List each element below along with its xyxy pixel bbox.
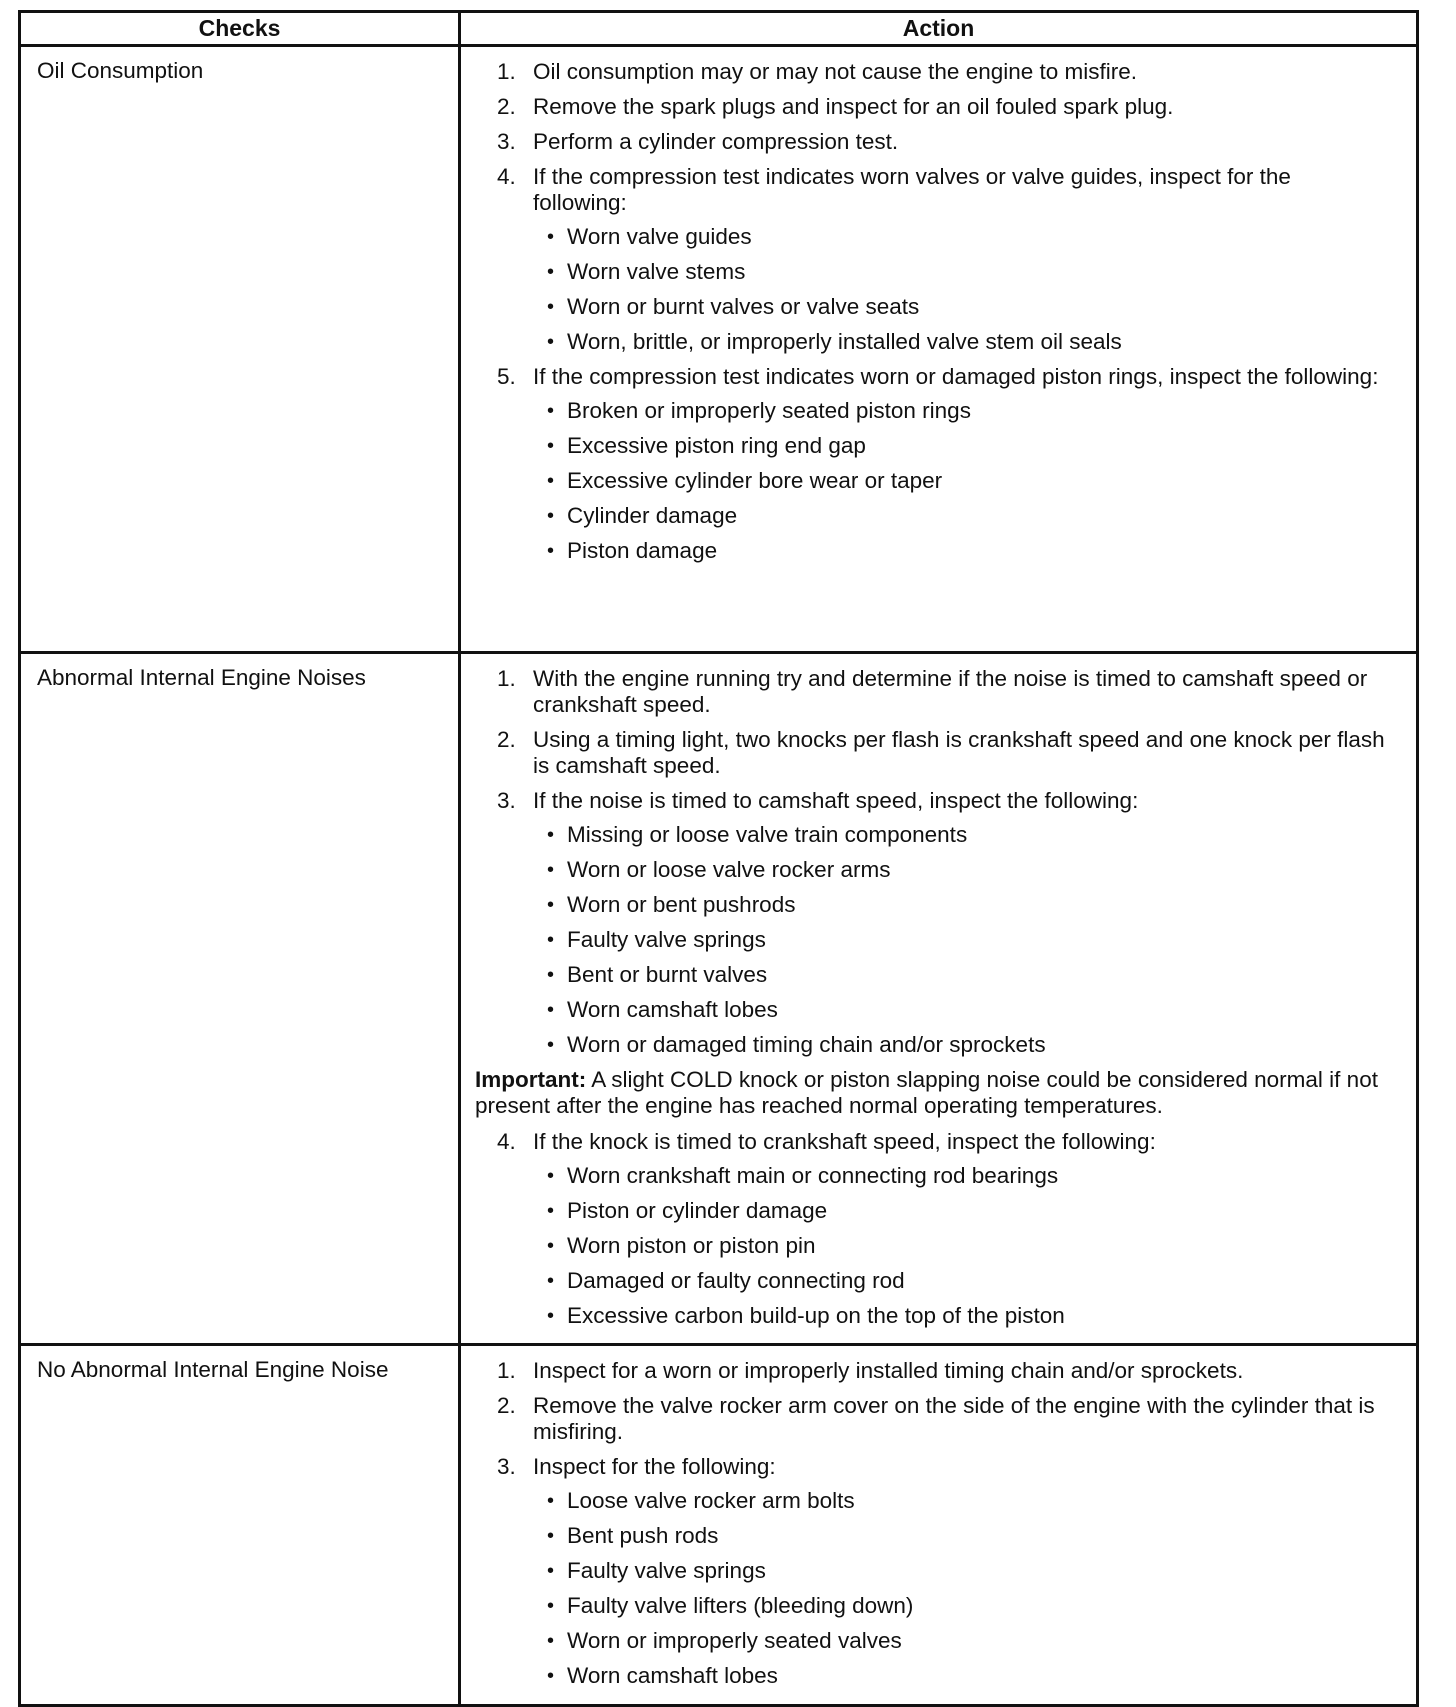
bullet-item: • Worn crankshaft main or connecting rod bearings (533, 1163, 1386, 1189)
step-number: 2. (497, 727, 516, 752)
bullet-item: • Worn camshaft lobes (533, 997, 1386, 1023)
bullet-item: • Worn camshaft lobes (533, 1663, 1386, 1689)
step-text: If the knock is timed to crankshaft speed, inspect the following: (533, 1129, 1156, 1154)
step-text: If the compression test indicates worn or damaged piston rings, inspect the following: (533, 364, 1379, 389)
bullet-item: • Faulty valve lifters (bleeding down) (533, 1593, 1386, 1619)
step-text: Remove the spark plugs and inspect for an oil fouled spark plug. (533, 94, 1174, 119)
table-row-abnormal-noises (20, 653, 1418, 1345)
step-number: 4. (497, 164, 516, 189)
step-text: Inspect for a worn or improperly installed timing chain and/or sprockets. (533, 1358, 1244, 1383)
step-text: If the noise is timed to camshaft speed, inspect the following: (533, 788, 1139, 813)
action-step (475, 727, 1386, 779)
bullet-item: • Worn piston or piston pin (533, 1233, 1386, 1259)
bullet-item: • Worn valve guides (533, 224, 1386, 250)
bullet-item: • Damaged or faulty connecting rod (533, 1268, 1386, 1294)
step-number: 1. (497, 59, 516, 84)
bullet-item: • Faulty valve springs (533, 1558, 1386, 1584)
bullet-list (533, 822, 1386, 1058)
action-cell (460, 46, 1418, 653)
bullet-item: • Bent or burnt valves (533, 962, 1386, 988)
bullet-item: • Faulty valve springs (533, 927, 1386, 953)
bullet-item: • Worn or improperly seated valves (533, 1628, 1386, 1654)
step-number: 4. (497, 1129, 516, 1154)
bullet-item: • Missing or loose valve train components (533, 822, 1386, 848)
action-step (475, 666, 1386, 718)
step-text: With the engine running try and determine if the noise is timed to camshaft speed or crankshaft speed. (533, 666, 1368, 717)
step-text: Using a timing light, two knocks per flash is crankshaft speed and one knock per flash is camshaft speed. (533, 727, 1385, 778)
bullet-list (533, 224, 1386, 355)
bullet-list (533, 1488, 1386, 1689)
action-steps-list (475, 59, 1386, 564)
step-number: 2. (497, 94, 516, 119)
bullet-item: • Worn valve stems (533, 259, 1386, 285)
bullet-list (533, 1163, 1386, 1329)
important-label: Important: (475, 1067, 587, 1092)
action-step (475, 59, 1386, 85)
step-number: 1. (497, 1358, 516, 1383)
step-number: 3. (497, 1454, 516, 1479)
action-step (475, 364, 1386, 564)
action-step (475, 1358, 1386, 1384)
action-step (475, 1393, 1386, 1445)
step-number: 3. (497, 788, 516, 813)
bullet-item: • Excessive carbon build-up on the top of the piston (533, 1303, 1386, 1329)
table-header-row (20, 12, 1418, 46)
check-cell: Oil Consumption (20, 46, 460, 653)
bullet-item: • Loose valve rocker arm bolts (533, 1488, 1386, 1514)
action-cell (460, 653, 1418, 1345)
step-text: If the compression test indicates worn valves or valve guides, inspect for the following: (533, 164, 1291, 215)
bullet-item: • Broken or improperly seated piston rings (533, 398, 1386, 424)
action-cell (460, 1345, 1418, 1706)
action-steps-list (475, 666, 1386, 1058)
action-step (475, 129, 1386, 155)
checks-column-header: Checks (20, 12, 460, 46)
action-step (475, 1129, 1386, 1329)
bullet-item: • Worn or bent pushrods (533, 892, 1386, 918)
step-text: Inspect for the following: (533, 1454, 776, 1479)
action-step (475, 164, 1386, 355)
step-text: Oil consumption may or may not cause the engine to misfire. (533, 59, 1138, 84)
action-step (475, 1454, 1386, 1689)
step-number: 2. (497, 1393, 516, 1418)
bullet-item: • Worn, brittle, or improperly installed valve stem oil seals (533, 329, 1386, 355)
table-row-oil-consumption (20, 46, 1418, 653)
bullet-item: • Worn or damaged timing chain and/or sprockets (533, 1032, 1386, 1058)
action-step (475, 788, 1386, 1058)
bullet-item: • Worn or burnt valves or valve seats (533, 294, 1386, 320)
bullet-item: • Worn or loose valve rocker arms (533, 857, 1386, 883)
important-note (475, 1067, 1386, 1119)
step-number: 5. (497, 364, 516, 389)
action-steps-list (475, 1358, 1386, 1689)
checks-action-table (18, 10, 1419, 1707)
bullet-item: • Piston or cylinder damage (533, 1198, 1386, 1224)
bullet-item: • Piston damage (533, 538, 1386, 564)
bullet-list (533, 398, 1386, 564)
step-text: Remove the valve rocker arm cover on the side of the engine with the cylinder that is misfiring. (533, 1393, 1375, 1444)
bullet-item: • Bent push rods (533, 1523, 1386, 1549)
check-cell: Abnormal Internal Engine Noises (20, 653, 460, 1345)
action-column-header: Action (460, 12, 1418, 46)
action-step (475, 94, 1386, 120)
bullet-item: • Cylinder damage (533, 503, 1386, 529)
bullet-item: • Excessive cylinder bore wear or taper (533, 468, 1386, 494)
important-text: A slight COLD knock or piston slapping noise could be considered normal if not present after the engine has reached normal operating temperatures. (475, 1067, 1378, 1118)
check-cell: No Abnormal Internal Engine Noise (20, 1345, 460, 1706)
action-steps-list (475, 1129, 1386, 1329)
step-text: Perform a cylinder compression test. (533, 129, 899, 154)
bullet-item: • Excessive piston ring end gap (533, 433, 1386, 459)
step-number: 3. (497, 129, 516, 154)
step-number: 1. (497, 666, 516, 691)
table-row-no-abnormal-noise (20, 1345, 1418, 1706)
